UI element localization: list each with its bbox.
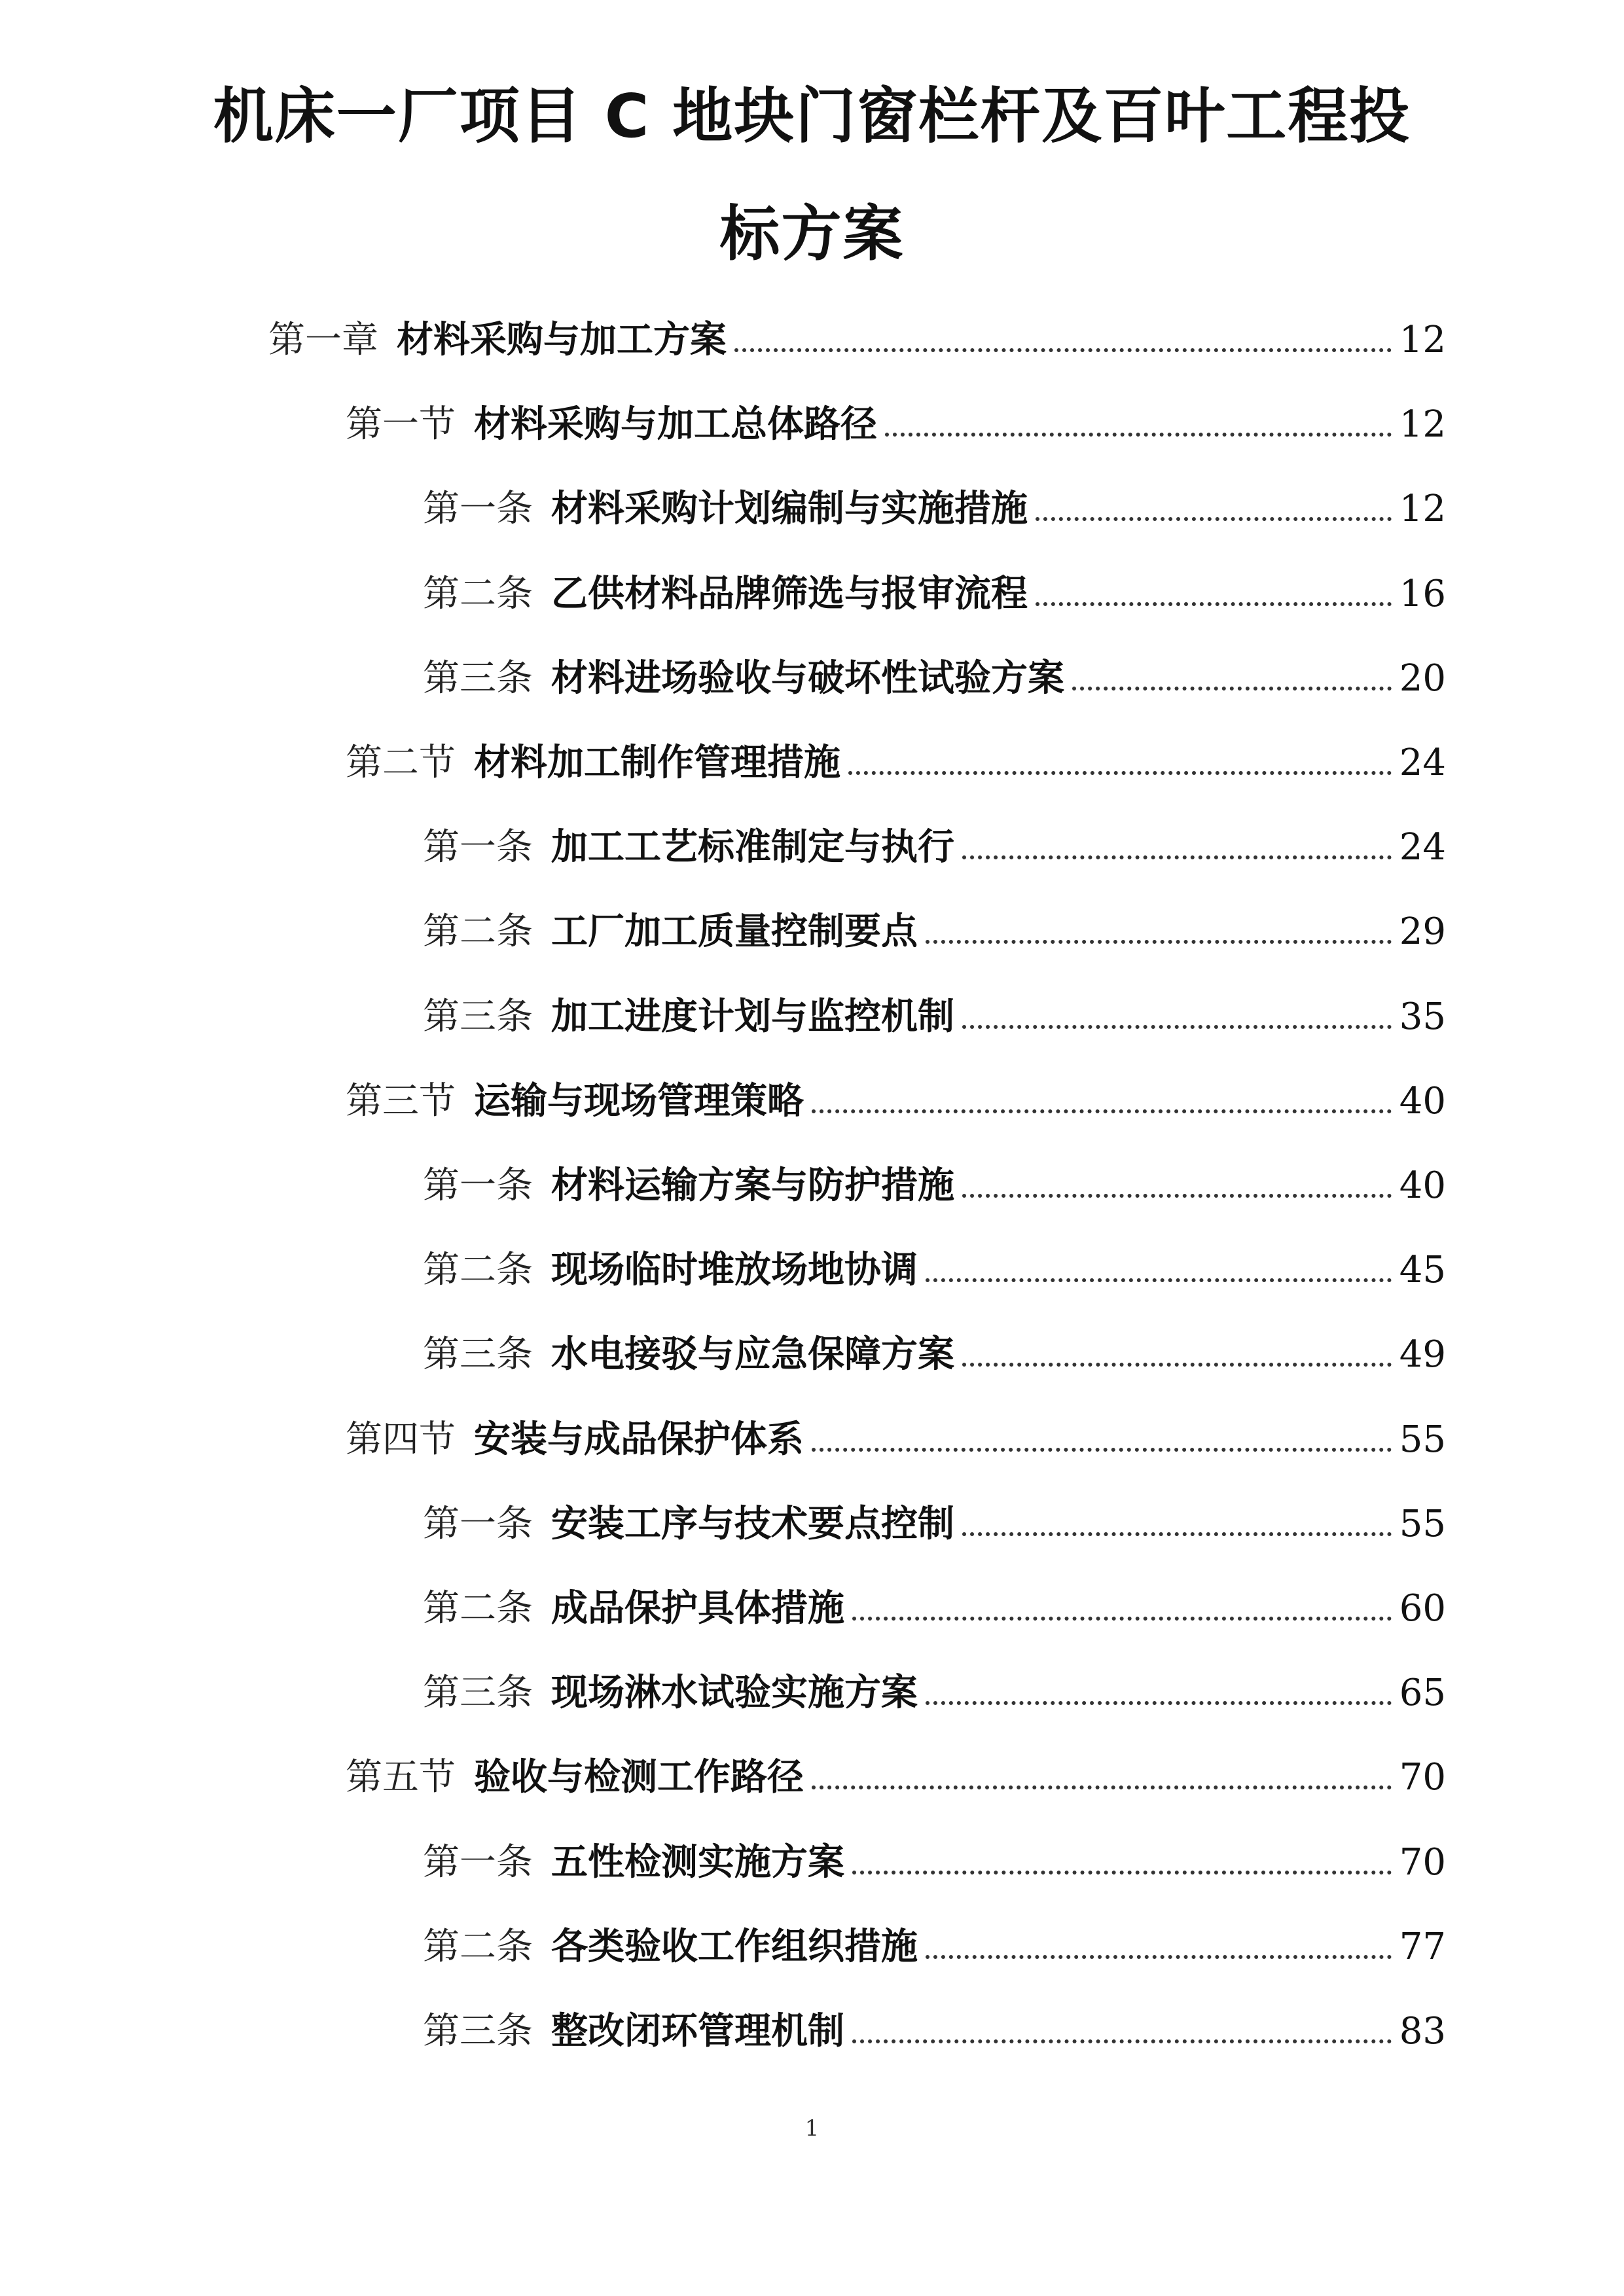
toc-entry[interactable] [423, 1498, 1446, 1551]
toc-entry-page: 70 [1399, 1841, 1446, 1884]
toc-dot-leader [734, 348, 1392, 352]
toc-entry-title: 材料加工制作管理措施 [474, 742, 840, 784]
toc-entry-title: 验收与检测工作路径 [474, 1756, 804, 1799]
toc-entry-title: 整改闭环管理机制 [551, 2010, 844, 2053]
toc-dot-leader [852, 1871, 1392, 1874]
toc-entry-number: 第一条 [423, 826, 533, 869]
toc-entry-page: 83 [1399, 2010, 1446, 2053]
toc-entry[interactable] [423, 2005, 1446, 2058]
toc-entry-title: 加工工艺标准制定与执行 [551, 826, 954, 869]
toc-entry-title: 安装工序与技术要点控制 [551, 1503, 954, 1545]
toc-entry-title: 加工进度计划与监控机制 [551, 996, 954, 1038]
toc-entry[interactable] [423, 568, 1446, 620]
toc-entry-number: 第四节 [346, 1418, 456, 1461]
toc-entry-number: 第一条 [423, 1503, 533, 1545]
toc-entry-title: 材料运输方案与防护措施 [551, 1164, 954, 1207]
toc-dot-leader [852, 1617, 1392, 1621]
toc-entry-number: 第三条 [423, 2010, 533, 2053]
toc-entry-title: 五性检测实施方案 [551, 1841, 844, 1884]
toc-entry-number: 第五节 [346, 1756, 456, 1799]
toc-entry-page: 70 [1399, 1756, 1446, 1799]
toc-entry-title: 材料采购与加工方案 [397, 319, 727, 361]
toc-entry-title: 现场临时堆放场地协调 [551, 1249, 918, 1291]
toc-dot-leader [962, 1532, 1392, 1536]
toc-entry-page: 12 [1399, 319, 1446, 361]
toc-entry-number: 第二条 [423, 910, 533, 953]
toc-entry-page: 16 [1399, 573, 1446, 615]
toc-entry-number: 第二条 [423, 573, 533, 615]
toc-entry[interactable] [423, 1667, 1446, 1719]
toc-entry[interactable] [346, 1751, 1446, 1804]
toc-entry[interactable] [423, 483, 1446, 535]
toc-dot-leader [926, 1701, 1392, 1705]
toc-entry-number: 第三条 [423, 996, 533, 1038]
toc-entry-page: 55 [1399, 1503, 1446, 1545]
toc-entry-number: 第一节 [346, 403, 456, 446]
toc-dot-leader [962, 1194, 1392, 1198]
toc-entry[interactable] [423, 1921, 1446, 1973]
toc-entry-number: 第三条 [423, 1333, 533, 1376]
toc-entry-number: 第三条 [423, 657, 533, 700]
toc-entry-page: 24 [1399, 742, 1446, 784]
toc-dot-leader [852, 2039, 1392, 2043]
toc-entry[interactable] [423, 991, 1446, 1043]
toc-entry-page: 29 [1399, 910, 1446, 953]
toc-dot-leader [962, 855, 1392, 859]
toc-dot-leader [812, 1109, 1392, 1113]
toc-entry-title: 材料采购计划编制与实施措施 [551, 488, 1028, 530]
toc-dot-leader [926, 1278, 1392, 1282]
toc-dot-leader [1072, 687, 1392, 691]
toc-dot-leader [1036, 517, 1392, 521]
toc-dot-leader [926, 1955, 1392, 1959]
document-title-line-1: 机床一厂项目 C 地块门窗栏杆及百叶工程投 [213, 81, 1411, 151]
toc-entry-number: 第三条 [423, 1672, 533, 1714]
toc-entry-page: 40 [1399, 1080, 1446, 1122]
toc-entry[interactable] [423, 653, 1446, 705]
toc-entry-page: 35 [1399, 996, 1446, 1038]
toc-entry-page: 49 [1399, 1333, 1446, 1376]
toc-entry-page: 20 [1399, 657, 1446, 700]
toc-entry[interactable] [423, 1583, 1446, 1635]
toc-entry[interactable] [268, 314, 1446, 367]
toc-dot-leader [812, 1785, 1392, 1789]
toc-entry-title: 现场淋水试验实施方案 [551, 1672, 918, 1714]
toc-entry-page: 45 [1399, 1249, 1446, 1291]
toc-entry-number: 第一条 [423, 1841, 533, 1884]
toc-entry-title: 运输与现场管理策略 [474, 1080, 804, 1122]
toc-entry-page: 60 [1399, 1587, 1446, 1630]
toc-entry-number: 第二条 [423, 1587, 533, 1630]
toc-entry-page: 55 [1399, 1418, 1446, 1461]
toc-entry-number: 第三节 [346, 1080, 456, 1122]
toc-entry-title: 各类验收工作组织措施 [551, 1926, 918, 1968]
toc-entry-title: 材料进场验收与破坏性试验方案 [551, 657, 1064, 700]
toc-dot-leader [1036, 602, 1392, 606]
toc-dot-leader [962, 1363, 1392, 1367]
toc-entry[interactable] [346, 1075, 1446, 1128]
page-number: 1 [804, 2115, 820, 2142]
toc-entry[interactable] [423, 1329, 1446, 1381]
toc-dot-leader [848, 771, 1392, 775]
toc-entry[interactable] [423, 906, 1446, 958]
toc-dot-leader [885, 433, 1392, 437]
toc-entry-page: 40 [1399, 1164, 1446, 1207]
toc-entry[interactable] [423, 821, 1446, 874]
toc-entry[interactable] [423, 1160, 1446, 1212]
toc-entry-title: 成品保护具体措施 [551, 1587, 844, 1630]
toc-entry-page: 24 [1399, 826, 1446, 869]
toc-entry-title: 水电接驳与应急保障方案 [551, 1333, 954, 1376]
toc-entry[interactable] [346, 399, 1446, 451]
toc-entry-page: 65 [1399, 1672, 1446, 1714]
toc-dot-leader [926, 940, 1392, 944]
document-title-line-2: 标方案 [719, 199, 905, 269]
toc-entry[interactable] [346, 737, 1446, 789]
toc-entry-page: 12 [1399, 403, 1446, 446]
toc-entry[interactable] [423, 1837, 1446, 1889]
toc-entry[interactable] [423, 1244, 1446, 1297]
toc-entry-title: 材料采购与加工总体路径 [474, 403, 877, 446]
toc-entry-title: 乙供材料品牌筛选与报审流程 [551, 573, 1028, 615]
toc-entry-number: 第一章 [268, 319, 378, 361]
toc-entry-number: 第二节 [346, 742, 456, 784]
toc-entry-number: 第二条 [423, 1926, 533, 1968]
toc-entry-number: 第一条 [423, 1164, 533, 1207]
toc-entry-number: 第二条 [423, 1249, 533, 1291]
toc-entry-title: 安装与成品保护体系 [474, 1418, 804, 1461]
toc-entry[interactable] [346, 1414, 1446, 1466]
toc-dot-leader [812, 1448, 1392, 1452]
toc-entry-page: 12 [1399, 488, 1446, 530]
toc-entry-page: 77 [1399, 1926, 1446, 1968]
toc-entry-number: 第一条 [423, 488, 533, 530]
toc-entry-title: 工厂加工质量控制要点 [551, 910, 918, 953]
toc-dot-leader [962, 1025, 1392, 1029]
